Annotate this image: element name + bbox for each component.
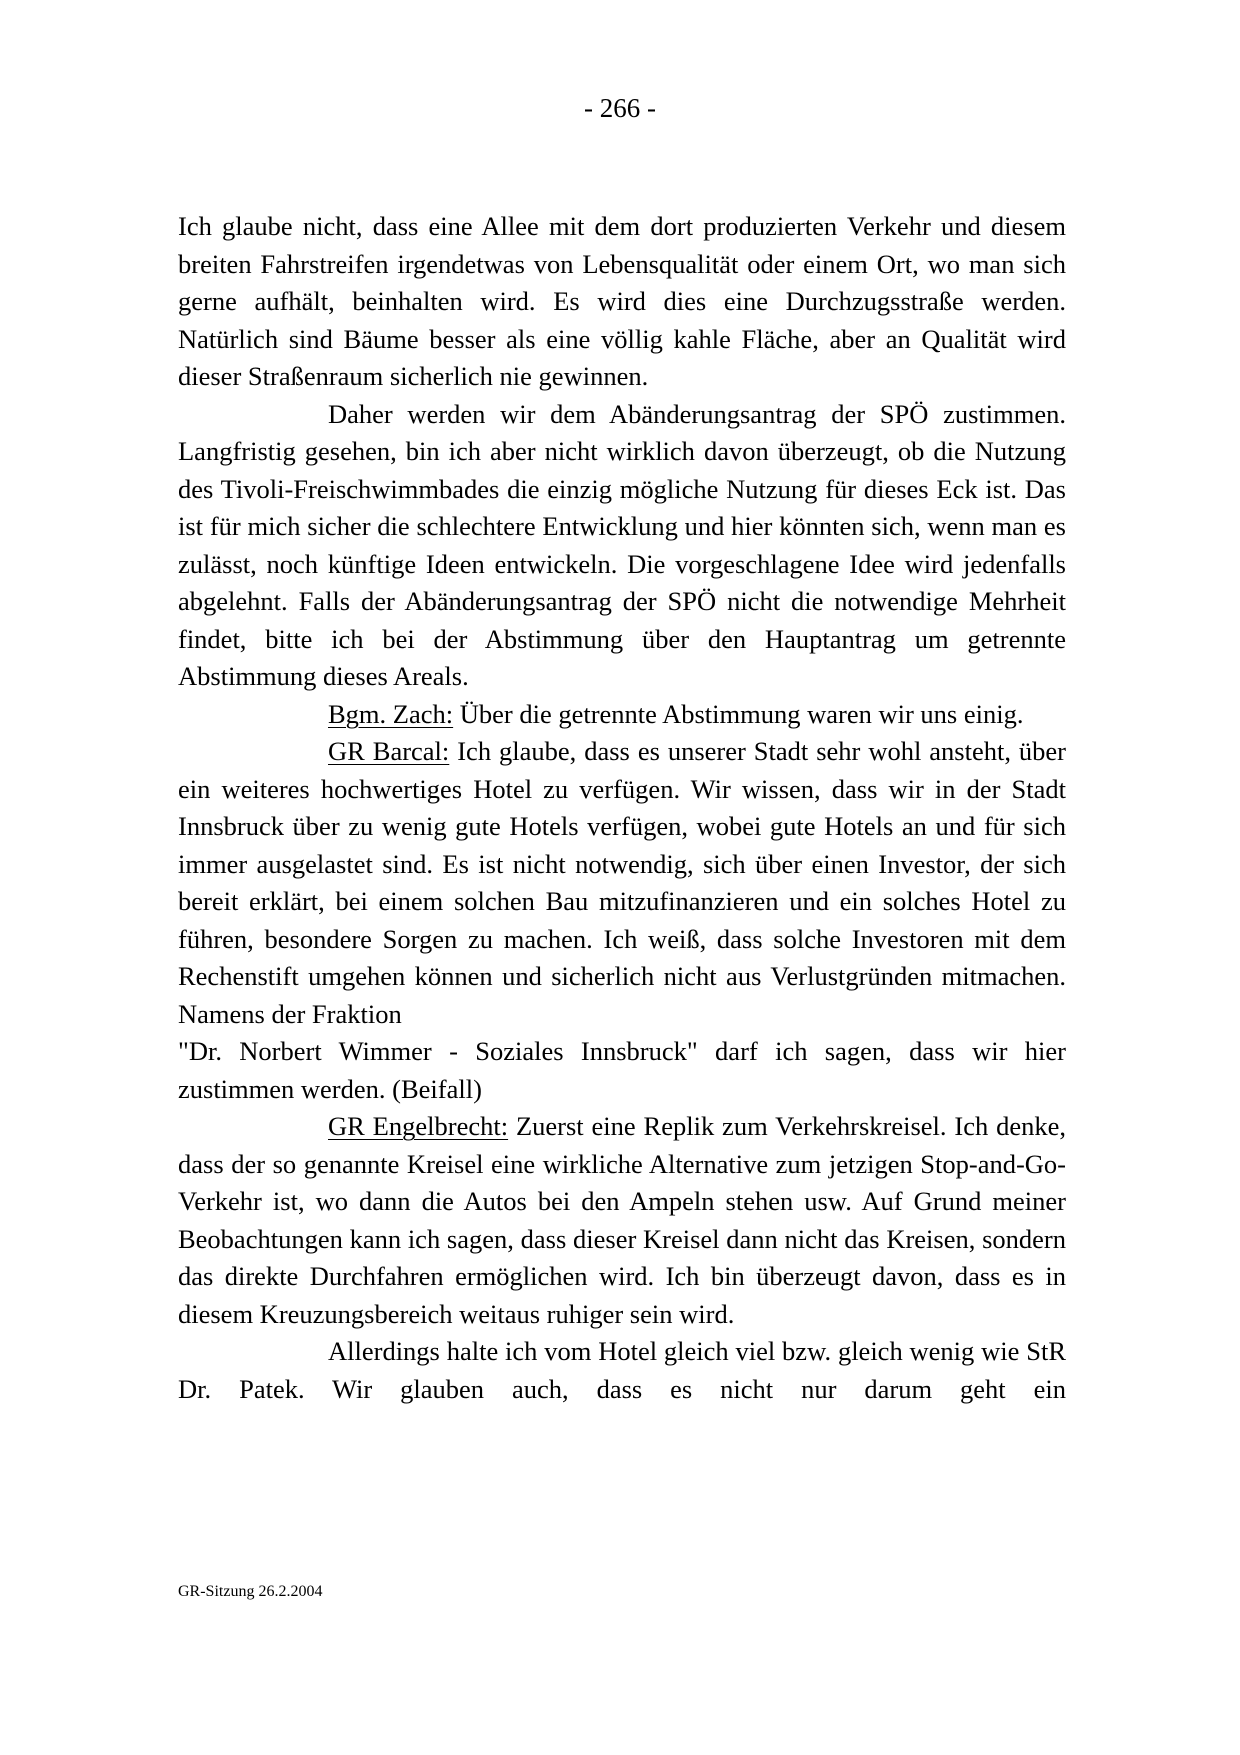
footer-session-date: GR-Sitzung 26.2.2004 [178,1583,323,1600]
paragraph-text: Ich glaube, dass es unserer Stadt sehr wohl ansteht, über ein weiteres hochwertiges Hotel zu verfügen. Wir wissen, dass wir in der Stadt Innsbruck über zu wenig gute Hotels verfügen, wobei gute Hotels an und für sich immer ausgelastet sind. Es ist nicht notwendig, sich über einen Investor, der sich bereit erklärt, bei einem solchen Bau mitzufinanzieren und ein solches Hotel zu führen, besondere Sorgen zu machen. Ich weiß, dass solche Investoren mit dem Rechenstift umgehen können und sicherlich nicht aus Verlustgründen mitmachen. Namens der Fraktion [178,736,1066,1029]
speaker-name: Bgm. Zach: [328,698,454,729]
page-number: - 266 - [584,93,656,123]
paragraph-5 [178,1108,1066,1333]
speaker-name: GR Engelbrecht: [328,1111,509,1141]
speaker-name: GR Barcal: [328,736,450,766]
paragraph-2: Daher werden wir dem Abänderungsantrag der SPÖ zustimmen. Langfristig gesehen, bin ich aber nicht wirklich davon überzeugt, ob die Nutzung des Tivoli-Freischwimmbades die einzig mögliche Nutzung für dieses Eck ist. Das ist für mich sicher die schlechtere Entwicklung und hier könnten sich, wenn man es zulässt, noch künftige Ideen entwickeln. Die vorgeschlagene Idee wird jedenfalls abgelehnt. Falls der Abänderungsantrag der SPÖ nicht die notwendige Mehrheit findet, bitte ich bei der Abstimmung über den Hauptantrag um getrennte Abstimmung dieses Areals. [178,398,1066,691]
paragraph-text: Über die getrennte Abstimmung waren wir uns einig. [453,698,1024,729]
paragraph-4-continuation: "Dr. Norbert Wimmer - Soziales Innsbruck" darf ich sagen, dass wir hier zustimmen werden. (Beifall) [178,1036,1066,1104]
paragraph-4 [178,733,1066,1033]
paragraph-6: Allerdings halte ich vom Hotel gleich viel bzw. gleich wenig wie StR Dr. Patek. Wir glauben auch, dass es nicht nur darum geht ein [178,1336,1066,1404]
paragraph-3 [178,696,1066,734]
document-body [178,208,1066,1408]
paragraph-text: Zuerst eine Replik zum Verkehrskreisel. Ich denke, dass der so genannte Kreisel eine wirkliche Alternative zum jetzigen Stop-and-Go-Verkehr ist, wo dann die Autos bei den Ampeln stehen usw. Auf Grund meiner Beobachtungen kann ich sagen, dass dieser Kreisel dann nicht das Kreisen, sondern das direkte Durchfahren ermöglichen wird. Ich bin überzeugt davon, dass es in diesem Kreuzungsbereich weitaus ruhiger sein wird. [178,1111,1067,1329]
paragraph-1: Ich glaube nicht, dass eine Allee mit dem dort produzierten Verkehr und diesem breiten Fahrstreifen irgendetwas von Lebensqualität oder einem Ort, wo man sich gerne aufhält, beinhalten wird. Es wird dies eine Durchzugsstraße werden. Natürlich sind Bäume besser als eine völlig kahle Fläche, aber an Qualität wird dieser Straßenraum sicherlich nie gewinnen. [178,211,1066,391]
